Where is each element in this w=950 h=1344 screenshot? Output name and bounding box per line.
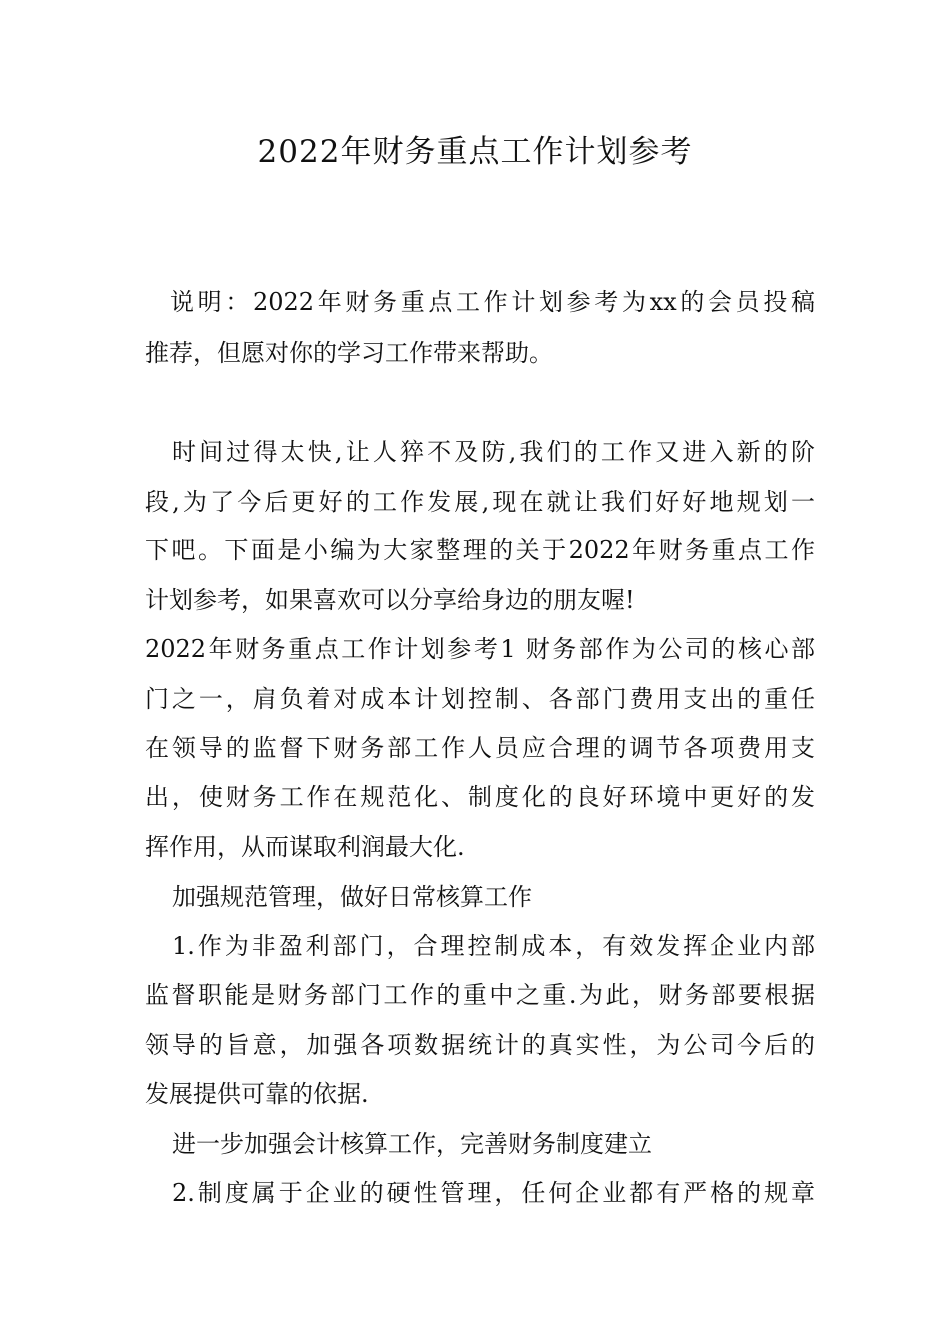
text-line: 计划参考，如果喜欢可以分享给身边的朋友喔!: [145, 586, 635, 614]
text-line: 挥作用，从而谋取利润最大化.: [145, 833, 465, 861]
document-title: 2022年财务重点工作计划参考: [257, 134, 693, 170]
text-line: 推荐，但愿对你的学习工作带来帮助。: [145, 339, 553, 367]
text-line: 2.制度属于企业的硬性管理，任何企业都有严格的规章: [172, 1179, 815, 1207]
text-line: 门之一，肩负着对成本计划控制、各部门费用支出的重任: [145, 685, 815, 713]
text-line: 段,为了今后更好的工作发展,现在就让我们好好地规划一: [145, 488, 815, 516]
text-line: 说明：2022年财务重点工作计划参考为xx的会员投稿: [170, 288, 815, 316]
text-line: 下吧。下面是小编为大家整理的关于2022年财务重点工作: [145, 536, 815, 564]
text-line: 1.作为非盈利部门，合理控制成本，有效发挥企业内部: [172, 932, 815, 960]
text-line: 监督职能是财务部门工作的重中之重.为此，财务部要根据: [145, 981, 815, 1009]
text-line: 在领导的监督下财务部工作人员应合理的调节各项费用支: [145, 734, 815, 762]
section-heading: 进一步加强会计核算工作，完善财务制度建立: [172, 1130, 652, 1158]
text-line: 时间过得太快,让人猝不及防,我们的工作又进入新的阶: [172, 438, 815, 466]
text-line: 2022年财务重点工作计划参考1 财务部作为公司的核心部: [145, 635, 815, 663]
section-heading: 加强规范管理，做好日常核算工作: [172, 883, 532, 911]
text-line: 发展提供可靠的依据.: [145, 1080, 369, 1108]
text-line: 出，使财务工作在规范化、制度化的良好环境中更好的发: [145, 783, 815, 811]
text-line: 领导的旨意，加强各项数据统计的真实性，为公司今后的: [145, 1031, 815, 1059]
